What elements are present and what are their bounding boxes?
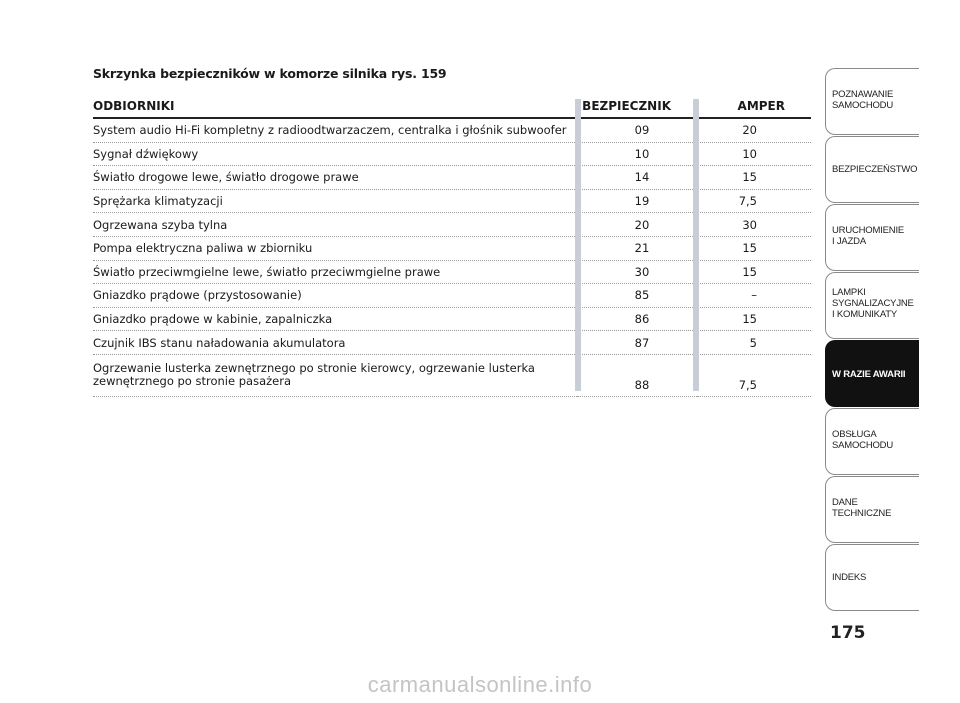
row-fuse: 30 bbox=[577, 260, 697, 284]
row-fuse: 19 bbox=[577, 189, 697, 213]
row-fuse: 20 bbox=[577, 213, 697, 237]
tab-label: INDEKS bbox=[832, 572, 867, 583]
tab-label: URUCHOMIENIE I JAZDA bbox=[832, 225, 905, 247]
row-fuse: 09 bbox=[577, 118, 697, 142]
row-amper: 30 bbox=[697, 213, 811, 237]
table-row bbox=[93, 166, 811, 190]
row-description: Światło przeciwmgielne lewe, światło przeciwmgielne prawe bbox=[93, 260, 577, 284]
tab-obsluga-samochodu[interactable] bbox=[825, 408, 919, 475]
column-divider-bar bbox=[575, 99, 581, 391]
row-amper: 15 bbox=[697, 260, 811, 284]
table-row bbox=[93, 118, 811, 142]
row-description: Czujnik IBS stanu naładowania akumulatora bbox=[93, 331, 577, 355]
row-amper: – bbox=[697, 284, 811, 308]
tab-label: POZNAWANIE SAMOCHODU bbox=[832, 89, 894, 111]
tab-bezpieczenstwo[interactable] bbox=[825, 136, 919, 203]
table-row bbox=[93, 284, 811, 308]
tab-dane-techniczne[interactable] bbox=[825, 476, 919, 543]
row-amper: 15 bbox=[697, 236, 811, 260]
row-description: Pompa elektryczna paliwa w zbiorniku bbox=[93, 236, 577, 260]
section-title: Skrzynka bezpieczników w komorze silnika rys. 159 bbox=[93, 66, 447, 81]
page-number: 175 bbox=[830, 623, 866, 643]
tab-label: OBSŁUGA SAMOCHODU bbox=[832, 429, 894, 451]
header-amper: AMPER bbox=[697, 95, 811, 118]
table-row bbox=[93, 236, 811, 260]
row-fuse: 85 bbox=[577, 284, 697, 308]
row-description: Sprężarka klimatyzacji bbox=[93, 189, 577, 213]
row-fuse: 14 bbox=[577, 166, 697, 190]
header-receivers: ODBIORNIKI bbox=[93, 95, 577, 118]
row-description: Gniazdko prądowe (przystosowanie) bbox=[93, 284, 577, 308]
tab-poznawanie-samochodu[interactable] bbox=[825, 68, 919, 135]
fuse-table bbox=[93, 95, 811, 397]
row-amper: 5 bbox=[697, 331, 811, 355]
tab-uruchomienie-i-jazda[interactable] bbox=[825, 204, 919, 271]
row-description: Gniazdko prądowe w kabinie, zapalniczka bbox=[93, 307, 577, 331]
table-row bbox=[93, 260, 811, 284]
table-row bbox=[93, 307, 811, 331]
row-description: Sygnał dźwiękowy bbox=[93, 142, 577, 166]
row-amper: 10 bbox=[697, 142, 811, 166]
column-divider-bar bbox=[693, 99, 699, 391]
table-row bbox=[93, 142, 811, 166]
row-fuse: 21 bbox=[577, 236, 697, 260]
table-row bbox=[93, 213, 811, 237]
row-fuse: 88 bbox=[577, 354, 697, 396]
tab-label: BEZPIECZEŃSTWO bbox=[832, 164, 918, 175]
chapter-tabs bbox=[825, 68, 919, 612]
row-description: Ogrzewanie lusterka zewnętrznego po stronie kierowcy, ogrzewanie lusterka zewnętrznego po stronie pasażera bbox=[93, 354, 577, 396]
watermark: carmanualsonline.info bbox=[367, 672, 593, 697]
row-description: Światło drogowe lewe, światło drogowe prawe bbox=[93, 166, 577, 190]
tab-label: DANE TECHNICZNE bbox=[832, 497, 892, 519]
table-header-row bbox=[93, 95, 811, 118]
table-row bbox=[93, 331, 811, 355]
row-description: System audio Hi-Fi kompletny z radioodtwarzaczem, centralka i głośnik subwoofer bbox=[93, 118, 577, 142]
row-amper: 20 bbox=[697, 118, 811, 142]
table-row bbox=[93, 189, 811, 213]
header-fuse: BEZPIECZNIK bbox=[577, 95, 697, 118]
row-description: Ogrzewana szyba tylna bbox=[93, 213, 577, 237]
table-row bbox=[93, 354, 811, 396]
tab-w-razie-awarii[interactable] bbox=[825, 340, 919, 407]
row-amper: 15 bbox=[697, 166, 811, 190]
row-fuse: 86 bbox=[577, 307, 697, 331]
row-fuse: 10 bbox=[577, 142, 697, 166]
row-amper: 15 bbox=[697, 307, 811, 331]
tab-label: W RAZIE AWARII bbox=[832, 369, 906, 380]
row-amper: 7,5 bbox=[697, 354, 811, 396]
row-fuse: 87 bbox=[577, 331, 697, 355]
row-amper: 7,5 bbox=[697, 189, 811, 213]
tab-label: LAMPKI SYGNALIZACYJNE I KOMUNIKATY bbox=[832, 287, 914, 320]
tab-indeks[interactable] bbox=[825, 544, 919, 611]
tab-lampki-sygnalizacyjne[interactable] bbox=[825, 272, 919, 339]
